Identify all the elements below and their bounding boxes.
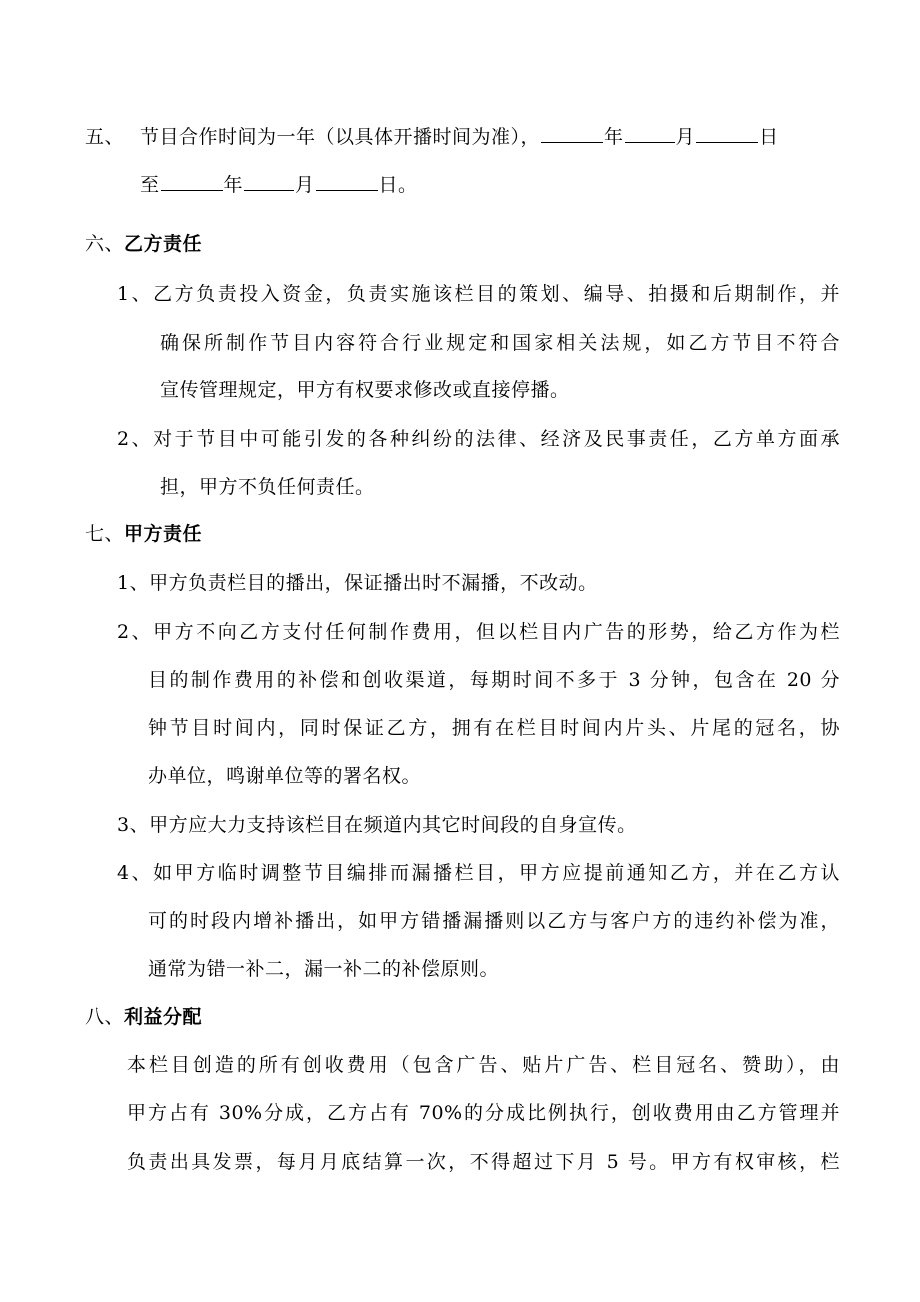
section5-line1: 五、 节目合作时间为一年（以具体开播时间为准）， 年 月 日	[85, 126, 779, 148]
section7-title: 甲方责任	[124, 523, 203, 545]
end-day-blank[interactable]	[316, 172, 378, 191]
section6-item1-line3: 宣传管理规定，甲方有权要求修改或直接停播。	[160, 379, 570, 401]
section7-heading	[85, 522, 202, 546]
section7-item4-line2: 可的时段内增补播出，如甲方错播漏播则以乙方与客户方的违约补偿为准，	[148, 910, 840, 932]
section7-item2-line2: 目的制作费用的补偿和创收渠道，每期时间不多于 3 分钟，包含在 20 分	[148, 669, 840, 691]
section8-heading	[85, 1005, 202, 1029]
section5-text: 节目合作时间为一年（以具体开播时间为准），	[140, 126, 541, 148]
start-day-blank[interactable]	[696, 124, 758, 143]
start-year-blank[interactable]	[541, 124, 603, 143]
section8-para-line2: 甲方占有 30%分成，乙方占有 70%的分成比例执行，创收费用由乙方管理并	[127, 1102, 840, 1124]
section6-item2-line1: 2、对于节目中可能引发的各种纠纷的法律、经济及民事责任，乙方单方面承	[117, 428, 840, 450]
end-year-blank[interactable]	[161, 172, 223, 191]
start-month-blank[interactable]	[625, 124, 675, 143]
section5-line2: 至 年 月 日。	[140, 174, 418, 196]
section7-number: 七、	[85, 523, 125, 545]
section6-title: 乙方责任	[124, 233, 203, 255]
section6-number: 六、	[85, 233, 125, 255]
section8-para-line3: 负责出具发票，每月月底结算一次，不得超过下月 5 号。甲方有权审核，栏	[127, 1151, 840, 1173]
section7-item2-line3: 钟节目时间内，同时保证乙方，拥有在栏目时间内片头、片尾的冠名，协	[148, 717, 840, 739]
section6-heading	[85, 232, 202, 256]
section5-number: 五、	[85, 126, 125, 148]
section8-para-line1: 本栏目创造的所有创收费用（包含广告、贴片广告、栏目冠名、赞助），由	[127, 1054, 840, 1076]
section7-item4-line1: 4、如甲方临时调整节目编排而漏播栏目，甲方应提前通知乙方，并在乙方认	[117, 862, 840, 884]
section6-item2-line2: 担，甲方不负任何责任。	[160, 476, 375, 498]
section7-item2-line4: 办单位，鸣谢单位等的署名权。	[148, 765, 422, 787]
end-month-blank[interactable]	[244, 172, 294, 191]
section6-item1-line1: 1、乙方负责投入资金，负责实施该栏目的策划、编导、拍摄和后期制作，并	[117, 283, 840, 305]
section7-item2-line1: 2、甲方不向乙方支付任何制作费用，但以栏目内广告的形势，给乙方作为栏	[117, 621, 840, 643]
section7-item3-line1: 3、甲方应大力支持该栏目在频道内其它时间段的自身宣传。	[117, 814, 637, 836]
section7-item4-line3: 通常为错一补二，漏一补二的补偿原则。	[148, 958, 500, 980]
section8-number: 八、	[85, 1006, 125, 1028]
section7-item1-line1: 1、甲方负责栏目的播出，保证播出时不漏播，不改动。	[117, 572, 598, 594]
section6-item1-line2: 确保所制作节目内容符合行业规定和国家相关法规，如乙方节目不符合	[160, 332, 840, 354]
section8-title: 利益分配	[124, 1006, 203, 1028]
